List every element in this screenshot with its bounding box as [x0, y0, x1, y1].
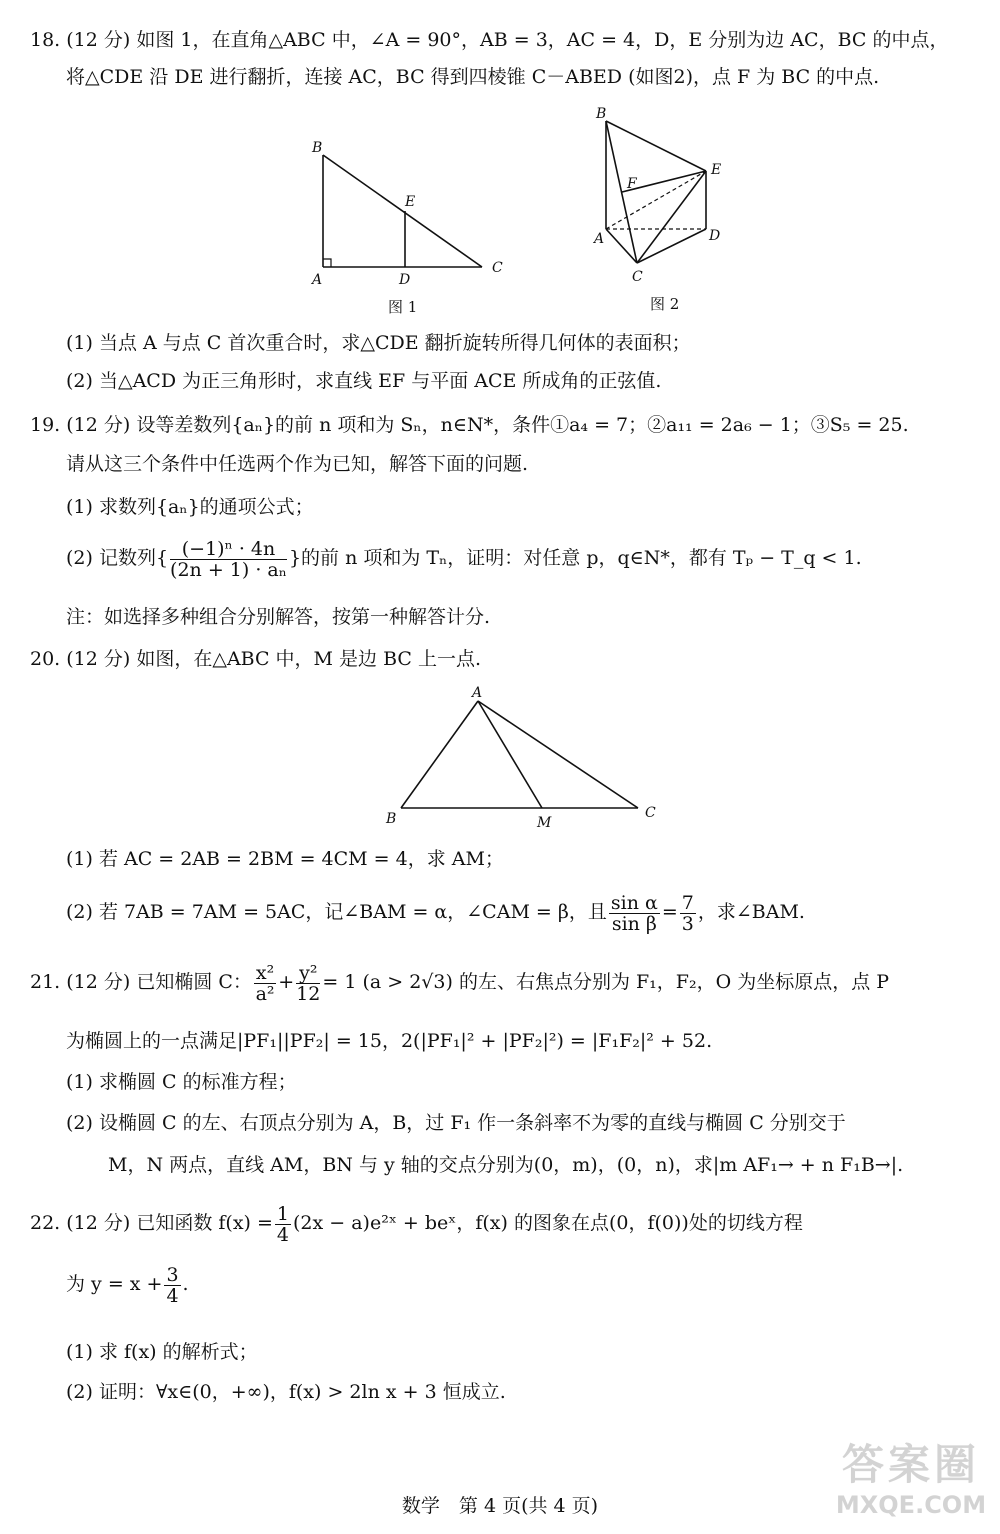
- q19-part2: [66, 536, 862, 580]
- q19-part2-pre: (2) 记数列{: [66, 547, 169, 569]
- q22-line2-pre: 为 y = x +: [66, 1273, 163, 1295]
- fig1-label-e: E: [405, 194, 416, 210]
- q22-line2-post: .: [182, 1273, 189, 1295]
- q21-plus: +: [278, 971, 295, 993]
- q19-line2: 请从这三个条件中任选两个作为已知，解答下面的问题.: [66, 453, 529, 475]
- q22-line1-pre: 22. (12 分) 已知函数 f(x) =: [30, 1212, 273, 1234]
- q21-frac2-num: y²: [296, 963, 320, 984]
- q19-part2-post: }的前 n 项和为 Tₙ，证明：对任意 p，q∈N*，都有 Tₚ − T_q < 1.: [288, 547, 862, 569]
- q22-fraction-quarter: [275, 1204, 291, 1245]
- q20-part2: [66, 890, 805, 934]
- fig2-caption: 图 2: [650, 295, 680, 313]
- q21-part2-b: M，N 两点，直线 AM，BN 与 y 轴的交点分别为(0，m)，(0，n)，求|m AF₁→ + n F₁B→|.: [108, 1154, 904, 1176]
- q21-frac2-den: 12: [296, 982, 321, 1005]
- q21-line2: 为椭圆上的一点满足|PF₁||PF₂| = 15，2(|PF₁|² + |PF₂|²) = |F₁F₂|² + 52.: [66, 1030, 713, 1052]
- q21-fraction-x: [254, 963, 276, 1004]
- q20-part1: (1) 若 AC = 2AB = 2BM = 4CM = 4，求 AM；: [66, 848, 504, 870]
- q20-label-b: B: [386, 811, 397, 827]
- q19-frac-num: (−1)ⁿ · 4n: [170, 539, 287, 560]
- q21-part2-a: (2) 设椭圆 C 的左、右顶点分别为 A，B，过 F₁ 作一条斜率不为零的直线与椭圆 C 分别交于: [66, 1112, 846, 1134]
- q22-frac1-den: 4: [276, 1223, 290, 1246]
- watermark-bottom: MXQE.COM: [835, 1491, 987, 1519]
- q21-line1-pre: 21. (12 分) 已知椭圆 C：: [30, 971, 252, 993]
- fig2-label-c: C: [632, 269, 643, 285]
- q22-frac1-num: 1: [276, 1202, 290, 1225]
- q22-line1-post: (2x − a)e²ˣ + beˣ，f(x) 的图象在点(0，f(0))处的切线方程: [293, 1212, 803, 1234]
- q22-fraction-tangent: [164, 1265, 180, 1306]
- q20-label-m: M: [537, 815, 552, 831]
- q18-line1: 18. (12 分) 如图 1，在直角△ABC 中，∠A = 90°，AB = 3，AC = 4，D，E 分别为边 AC，BC 的中点，: [30, 29, 949, 51]
- q20-frac1-num: sin α: [610, 891, 658, 914]
- q22-line2: [66, 1262, 189, 1306]
- q21-frac1-den: a²: [255, 982, 275, 1005]
- q18-part2: (2) 当△ACD 为正三角形时，求直线 EF 与平面 ACE 所成角的正弦值.: [66, 370, 662, 392]
- q20-frac2-num: 7: [681, 891, 694, 914]
- fig1-label-b: B: [312, 140, 323, 156]
- fig1-label-a: A: [312, 272, 323, 288]
- q22-frac2-num: 3: [166, 1263, 179, 1286]
- q20-part2-pre: (2) 若 7AB = 7AM = 5AC，记∠BAM = α，∠CAM = β，且: [66, 901, 607, 923]
- figure-2: [592, 106, 721, 313]
- q20-frac1-den: sin β: [611, 912, 657, 935]
- fig2-label-d: D: [709, 228, 721, 244]
- fig2-label-a: A: [594, 231, 605, 247]
- q20-part2-post: ，求∠BAM.: [697, 901, 805, 923]
- q18-line2: 将△CDE 沿 DE 进行翻折，连接 AC，BC 得到四棱锥 C－ABED (如图2)，点 F 为 BC 的中点.: [66, 66, 880, 88]
- q20-equals: =: [661, 901, 678, 923]
- q20-fraction-sin: [609, 893, 660, 934]
- q22-line1: [30, 1201, 803, 1245]
- q20-frac2-den: 3: [681, 912, 694, 935]
- fig2-label-b: B: [596, 106, 607, 122]
- q22-part2: (2) 证明：∀x∈(0，+∞)，f(x) > 2ln x + 3 恒成立.: [66, 1381, 506, 1403]
- q22-part1: (1) 求 f(x) 的解析式；: [66, 1341, 258, 1363]
- q19-note: 注：如选择多种组合分别解答，按第一种解答计分.: [66, 606, 491, 628]
- q18-part1: (1) 当点 A 与点 C 首次重合时，求△CDE 翻折旋转所得几何体的表面积；: [66, 332, 691, 354]
- figure-q20: [385, 685, 656, 831]
- q21-frac1-num: x²: [255, 961, 275, 984]
- fig1-label-d: D: [399, 272, 411, 288]
- watermark-top: 答案圈: [841, 1440, 980, 1489]
- fig1-caption: 图 1: [388, 298, 418, 316]
- q19-frac-den: (2n + 1) · aₙ: [170, 558, 287, 581]
- q20-label-c: C: [645, 805, 656, 821]
- page-footer: 数学 第 4 页(共 4 页): [401, 1495, 599, 1517]
- q19-part1: (1) 求数列{aₙ}的通项公式；: [66, 496, 314, 518]
- q21-line1: [30, 960, 889, 1004]
- fig2-label-f: F: [627, 176, 637, 192]
- q21-fraction-y: [296, 963, 320, 1004]
- q19-fraction: [170, 539, 287, 580]
- q21-line1-post: = 1 (a > 2√3) 的左、右焦点分别为 F₁，F₂，O 为坐标原点，点 P: [322, 971, 890, 993]
- q20-label-a: A: [472, 685, 483, 701]
- fig2-label-e: E: [711, 162, 722, 178]
- fig1-label-c: C: [492, 260, 503, 276]
- q19-line1: 19. (12 分) 设等差数列{aₙ}的前 n 项和为 Sₙ，n∈N*，条件①a₄ = 7；②a₁₁ = 2a₆ − 1；③S₅ = 25.: [30, 414, 909, 436]
- q20-line1: 20. (12 分) 如图，在△ABC 中，M 是边 BC 上一点.: [30, 648, 482, 670]
- q20-fraction-ratio: [680, 893, 696, 934]
- q21-part1: (1) 求椭圆 C 的标准方程；: [66, 1071, 297, 1093]
- figure-1: [310, 140, 503, 316]
- q22-frac2-den: 4: [166, 1284, 179, 1307]
